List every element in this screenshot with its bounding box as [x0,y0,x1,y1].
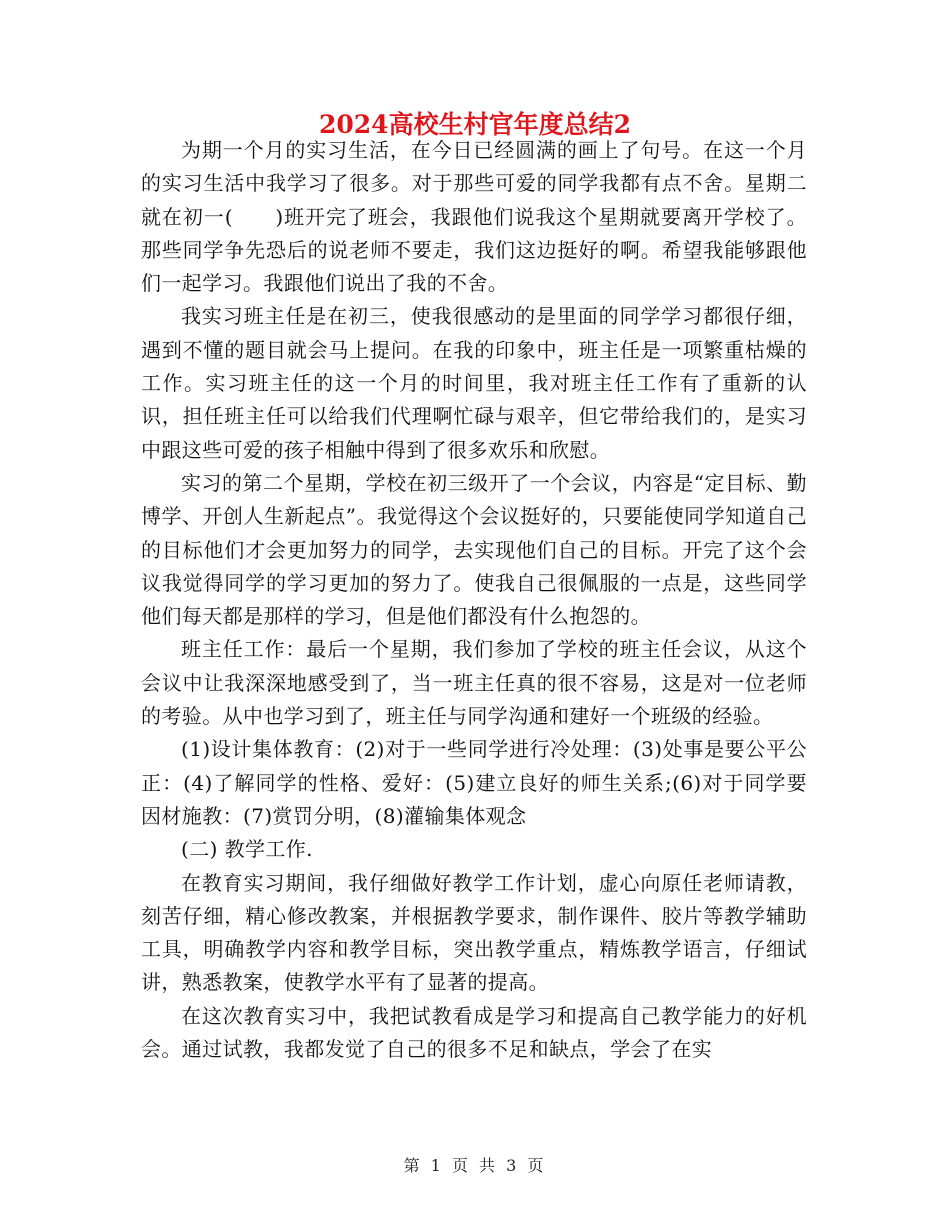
paragraph-5: (1)设计集体教育：(2)对于一些同学进行冷处理：(3)处事是要公平公正：(4)了解同学的性格、爱好：(5)建立良好的师生关系;(6)对于同学要因材施教：(7)赏罚分明，(8)灌输集体观念 [141,737,807,828]
page-footer: 第 1 页 共 3 页 [403,1156,547,1175]
paragraph-1: 为期一个月的实习生活，在今日已经圆满的画上了句号。在这一个月的实习生活中我学习了很多。对于那些可爱的同学我都有点不舍。星期二就在初一( )班开完了班会，我跟他们说我这个星期就要离开学校了。那些同学争先恐后的说老师不要走，我们这边挺好的啊。希望我能够跟他们一起学习。我跟他们说出了我的不舍。 [141,138,807,296]
paragraph-4: 班主任工作：最后一个星期，我们参加了学校的班主任会议，从这个会议中让我深深地感受到了，当一班主任真的很不容易，这是对一位老师的考验。从中也学习到了，班主任与同学沟通和建好一个班级的经验。 [141,637,807,729]
paragraph-6: (二) 教学工作. [181,837,313,862]
document-title: 2024高校生村官年度总结2 [319,110,631,139]
paragraph-3: 实习的第二个星期，学校在初三级开了一个会议，内容是“定目标、勤博学、开创人生新起点”。我觉得这个会议挺好的，只要能使同学知道自己的目标他们才会更加努力的同学，去实现他们自己的目标。开完了这个会议我觉得同学的学习更加的努力了。使我自己很佩服的一点是，这些同学他们每天都是那样的学习，但是他们都没有什么抱怨的。 [141,470,807,629]
paragraph-8: 在这次教育实习中，我把试教看成是学习和提高自己教学能力的好机会。通过试教，我都发觉了自己的很多不足和缺点，学会了在实 [141,1003,807,1062]
paragraph-2: 我实习班主任是在初三，使我很感动的是里面的同学学习都很仔细，遇到不懂的题目就会马上提问。在我的印象中，班主任是一项繁重枯燥的工作。实习班主任的这一个月的时间里，我对班主任工作有了重新的认识，担任班主任可以给我们代理啊忙碌与艰辛，但它带给我们的，是实习中跟这些可爱的孩子相触中得到了很多欢乐和欣慰。 [141,304,807,462]
paragraph-7: 在教育实习期间，我仔细做好教学工作计划，虚心向原任老师请教，刻苦仔细，精心修改教案，并根据教学要求，制作课件、胶片等教学辅助工具，明确教学内容和教学目标，突出教学重点，精炼教学语言，仔细试讲，熟悉教案，使教学水平有了显著的提高。 [141,870,807,995]
document-body [141,134,807,1066]
